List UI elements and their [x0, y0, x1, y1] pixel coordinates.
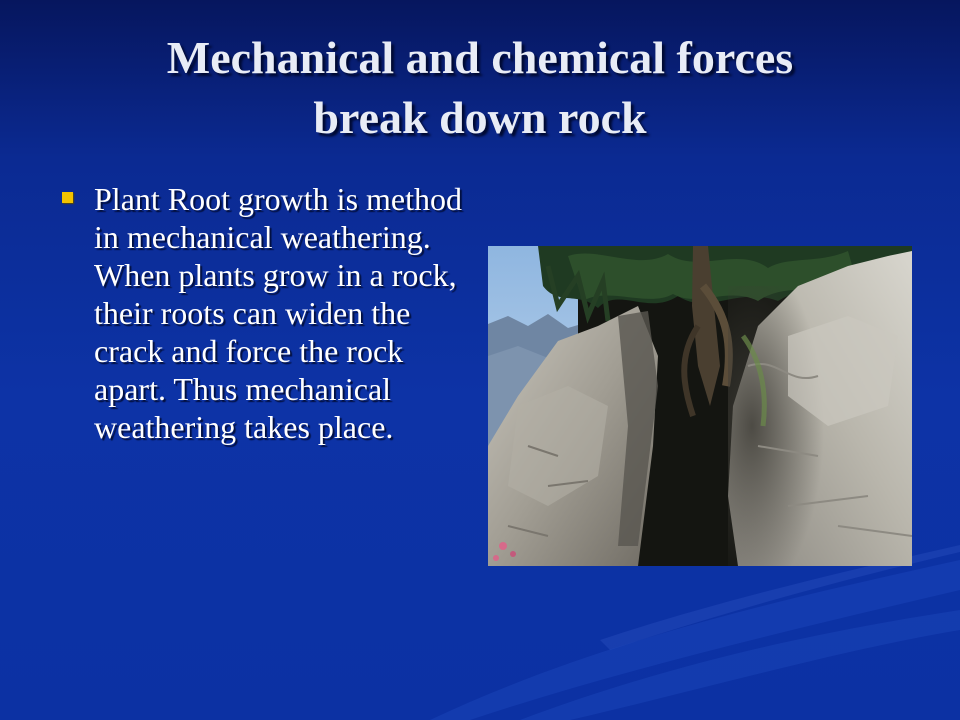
bullet-square-icon	[62, 192, 73, 203]
bullet-item-text: Plant Root growth is method in mechanical weathering. When plants grow in a rock, their roots can widen the crack and force the rock apart. Thus mechanical weathering takes place.	[94, 181, 462, 445]
slide-title	[60, 28, 900, 148]
title-line-1: Mechanical and chemical forces	[166, 32, 794, 83]
rock-photo	[488, 246, 912, 566]
title-line-2: break down rock	[313, 92, 647, 143]
